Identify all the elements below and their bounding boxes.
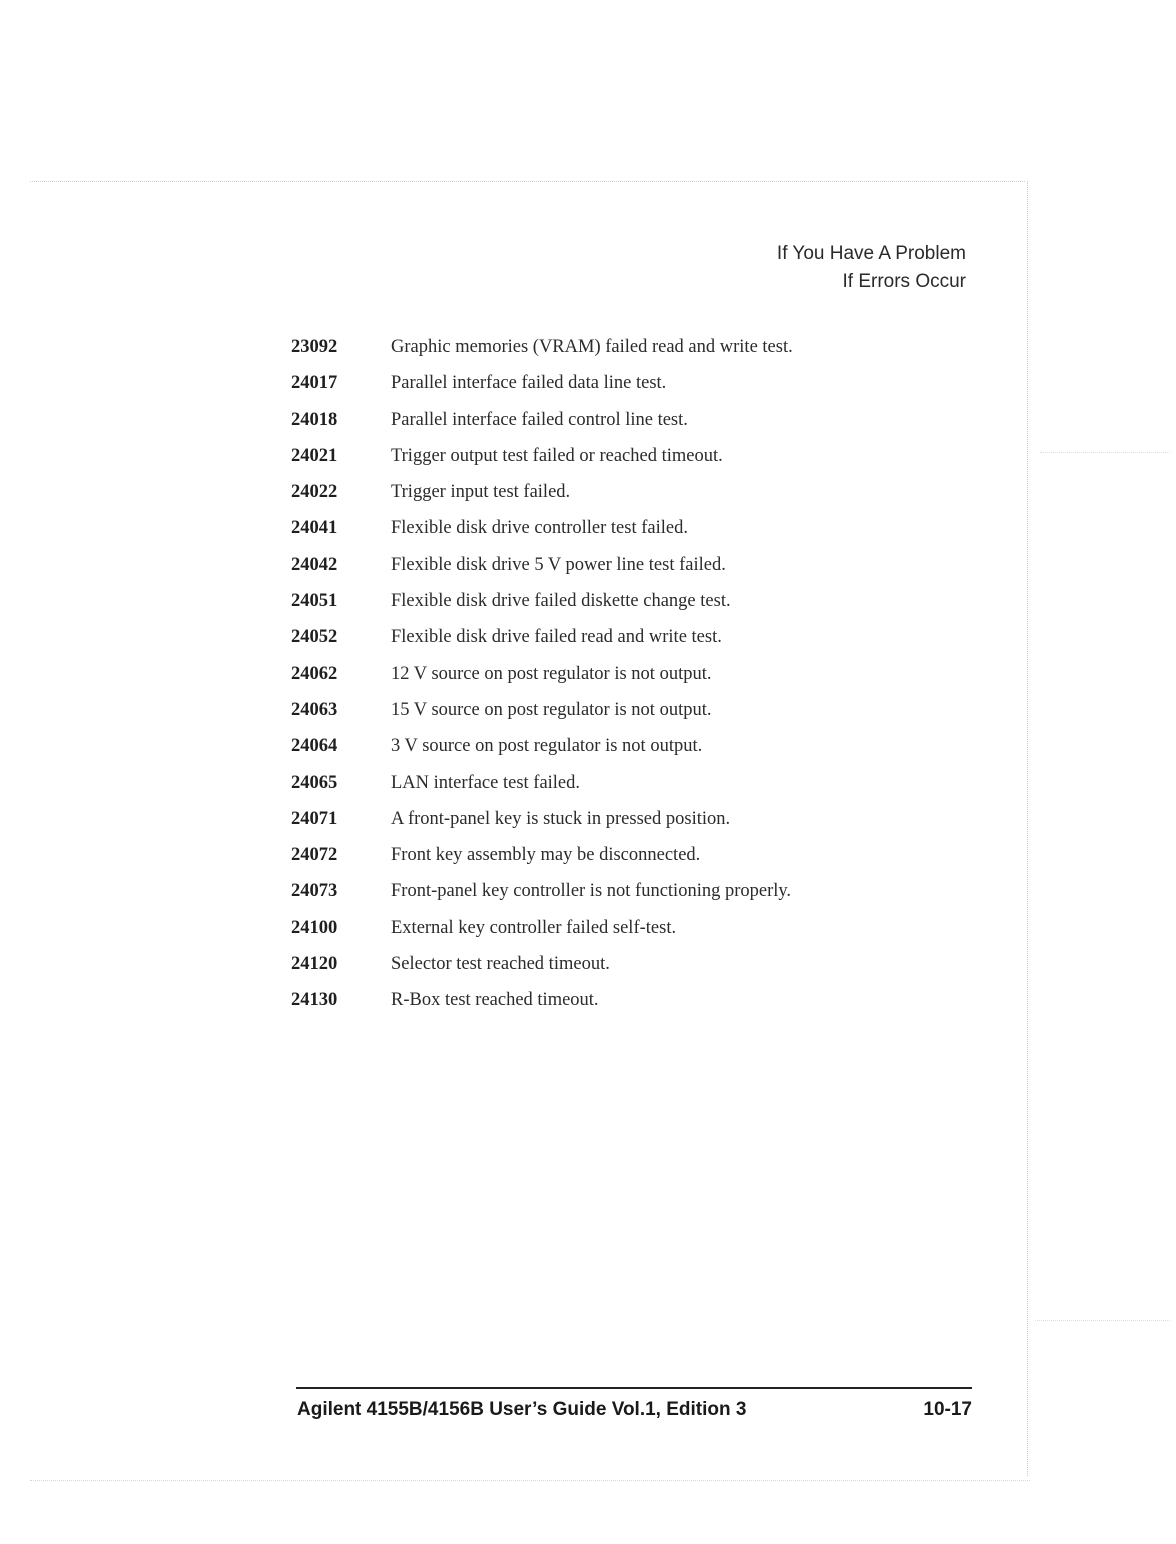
scan-edge-bottom	[30, 1480, 1030, 1481]
error-code: 24018	[291, 409, 338, 430]
error-code: 24063	[291, 699, 338, 720]
error-code: 24052	[291, 627, 338, 648]
error-row	[291, 518, 911, 554]
section-title: If Errors Occur	[842, 271, 966, 292]
error-code: 24100	[291, 917, 338, 938]
error-description: 3 V source on post regulator is not output.	[391, 736, 703, 757]
error-row	[291, 845, 911, 881]
error-row	[291, 773, 911, 809]
error-code: 24120	[291, 954, 338, 975]
scan-edge-top	[30, 181, 1025, 182]
error-description: Front key assembly may be disconnected.	[391, 845, 701, 866]
error-description: Flexible disk drive 5 V power line test failed.	[391, 554, 726, 575]
error-code: 24130	[291, 990, 338, 1011]
error-code: 24062	[291, 663, 338, 684]
error-description: Front-panel key controller is not functioning properly.	[391, 881, 792, 902]
error-row	[291, 373, 911, 409]
error-row	[291, 990, 911, 1026]
error-row	[291, 700, 911, 736]
scan-edge-side	[1040, 452, 1170, 453]
error-code: 24042	[291, 554, 338, 575]
error-code: 24021	[291, 445, 338, 466]
error-row	[291, 627, 911, 663]
error-row	[291, 410, 911, 446]
error-row	[291, 482, 911, 518]
footer-rule	[296, 1387, 972, 1389]
error-description: Flexible disk drive controller test failed.	[391, 518, 688, 539]
error-code: 23092	[291, 337, 338, 357]
error-code: 24041	[291, 518, 338, 539]
error-description: Parallel interface failed data line test.	[391, 373, 667, 394]
running-header	[777, 240, 966, 296]
error-row	[291, 954, 911, 990]
scan-edge-right	[1027, 181, 1028, 1476]
error-description: Parallel interface failed control line test.	[391, 409, 688, 430]
page-footer	[297, 1399, 972, 1421]
error-row	[291, 881, 911, 917]
error-code-table	[291, 337, 911, 1027]
error-row	[291, 591, 911, 627]
error-description: 12 V source on post regulator is not output.	[391, 663, 712, 684]
error-code: 24071	[291, 808, 338, 829]
error-description: Graphic memories (VRAM) failed read and write test.	[391, 337, 793, 357]
chapter-title: If You Have A Problem	[776, 243, 966, 264]
page-number: 10-17	[923, 1399, 972, 1420]
error-code: 24022	[291, 482, 338, 503]
error-code: 24051	[291, 591, 338, 612]
error-description: R-Box test reached timeout.	[391, 990, 599, 1011]
error-row	[291, 809, 911, 845]
scan-edge-side	[1035, 1320, 1170, 1321]
error-row	[291, 736, 911, 772]
error-code: 24072	[291, 845, 338, 866]
error-row	[291, 918, 911, 954]
error-description: Flexible disk drive failed read and write test.	[391, 627, 722, 648]
error-row	[291, 664, 911, 700]
error-description: Trigger input test failed.	[391, 482, 571, 503]
error-code: 24073	[291, 881, 338, 902]
error-description: 15 V source on post regulator is not output.	[391, 699, 712, 720]
error-code: 24064	[291, 736, 338, 757]
error-description: Trigger output test failed or reached timeout.	[391, 445, 723, 466]
manual-title: Agilent 4155B/4156B User’s Guide Vol.1, Edition 3	[297, 1399, 747, 1420]
error-code: 24065	[291, 772, 338, 793]
error-row	[291, 337, 911, 373]
error-description: A front-panel key is stuck in pressed position.	[391, 808, 731, 829]
error-code: 24017	[291, 373, 338, 394]
error-row	[291, 446, 911, 482]
error-description: LAN interface test failed.	[391, 772, 581, 793]
error-description: External key controller failed self-test.	[391, 917, 677, 938]
error-description: Selector test reached timeout.	[391, 954, 610, 975]
error-row	[291, 555, 911, 591]
error-description: Flexible disk drive failed diskette change test.	[391, 591, 731, 612]
